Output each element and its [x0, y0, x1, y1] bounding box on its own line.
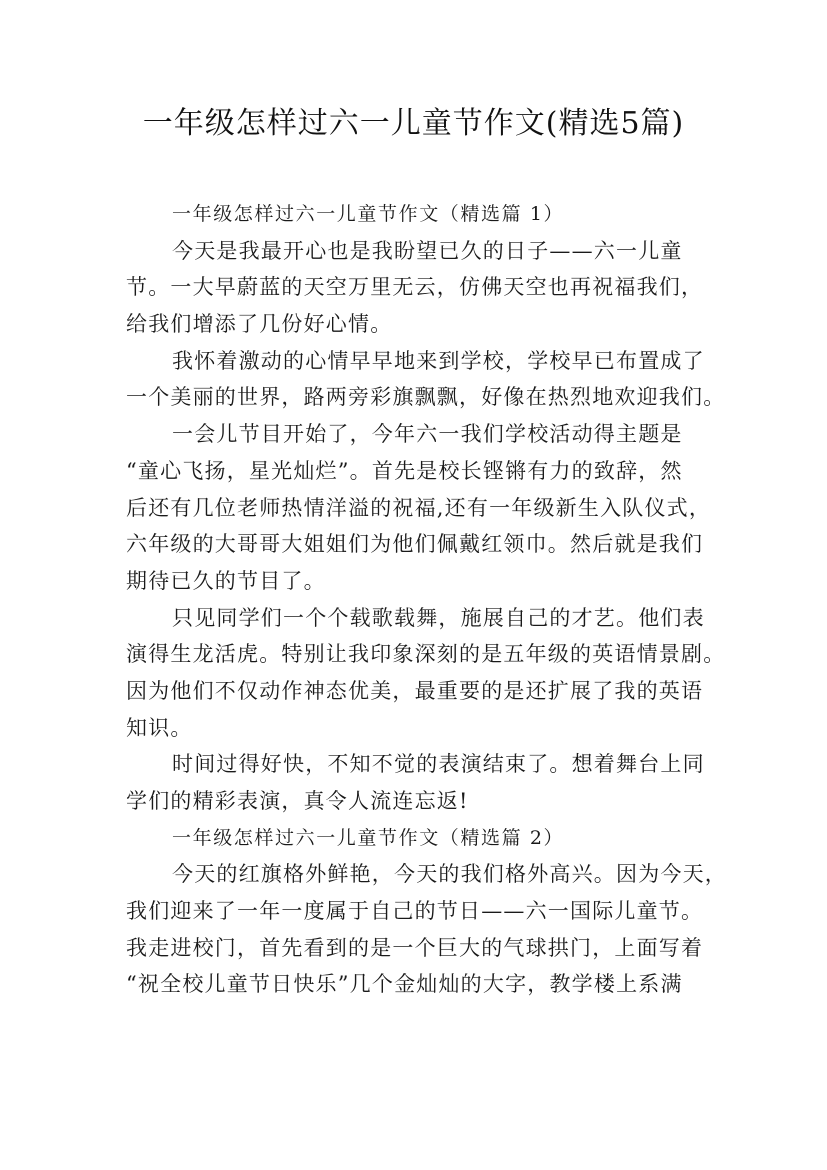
- paragraph-line: 我走进校门，首先看到的是一个巨大的气球拱门，上面写着: [126, 935, 704, 960]
- paragraph-line: 一会儿节目开始了，今年六一我们学校活动得主题是: [172, 422, 683, 447]
- paragraph-line: 期待已久的节目了。: [126, 568, 326, 593]
- paragraph-line: 今天的红旗格外鲜艳，今天的我们格外高兴。因为今天，: [172, 862, 727, 887]
- paragraph-line: 只见同学们一个个载歌载舞，施展自己的才艺。他们表: [172, 605, 705, 630]
- paragraph-line: 时间过得好快，不知不觉的表演结束了。想着舞台上同: [172, 752, 705, 777]
- paragraph-line: 因为他们不仅动作神态优美，最重要的是还扩展了我的英语: [126, 678, 704, 703]
- paragraph-line: 今天是我最开心也是我盼望已久的日子——六一儿童: [172, 238, 683, 263]
- paragraph-line: 学们的精彩表演，真令人流连忘返!: [126, 789, 469, 813]
- paragraph-line: “童心飞扬，星光灿烂”。首先是校长铿锵有力的致辞，然: [126, 458, 683, 483]
- paragraph-line: 演得生龙活虎。特别让我印象深刻的是五年级的英语情景剧。: [126, 642, 726, 667]
- paragraph-line: 给我们增添了几份好心情。: [126, 312, 393, 337]
- section-heading: 一年级怎样过六一儿童节作文（精选篇 1）: [172, 203, 565, 225]
- paragraph-line: 知识。: [126, 715, 193, 740]
- paragraph-line: 我们迎来了一年一度属于自己的节日——六一国际儿童节。: [126, 899, 704, 924]
- paragraph-line: “祝全校儿童节日快乐”几个金灿灿的大字，教学楼上系满: [126, 972, 683, 997]
- paragraph-line: 一个美丽的世界，路两旁彩旗飘飘，好像在热烈地欢迎我们。: [126, 385, 726, 410]
- paragraph-line: 后还有几位老师热情洋溢的祝福,还有一年级新生入队仪式，: [126, 495, 712, 520]
- paragraph-line: 我怀着激动的心情早早地来到学校，学校早已布置成了: [172, 348, 705, 373]
- section-heading: 一年级怎样过六一儿童节作文（精选篇 2）: [172, 826, 565, 849]
- paragraph-line: 节。一大早蔚蓝的天空万里无云，仿佛天空也再祝福我们，: [126, 275, 704, 300]
- paragraph-line: 六年级的大哥哥大姐姐们为他们佩戴红领巾。然后就是我们: [126, 532, 704, 557]
- document-body: [126, 196, 727, 1003]
- document-title: 一年级怎样过六一儿童节作文(精选5篇): [142, 106, 685, 141]
